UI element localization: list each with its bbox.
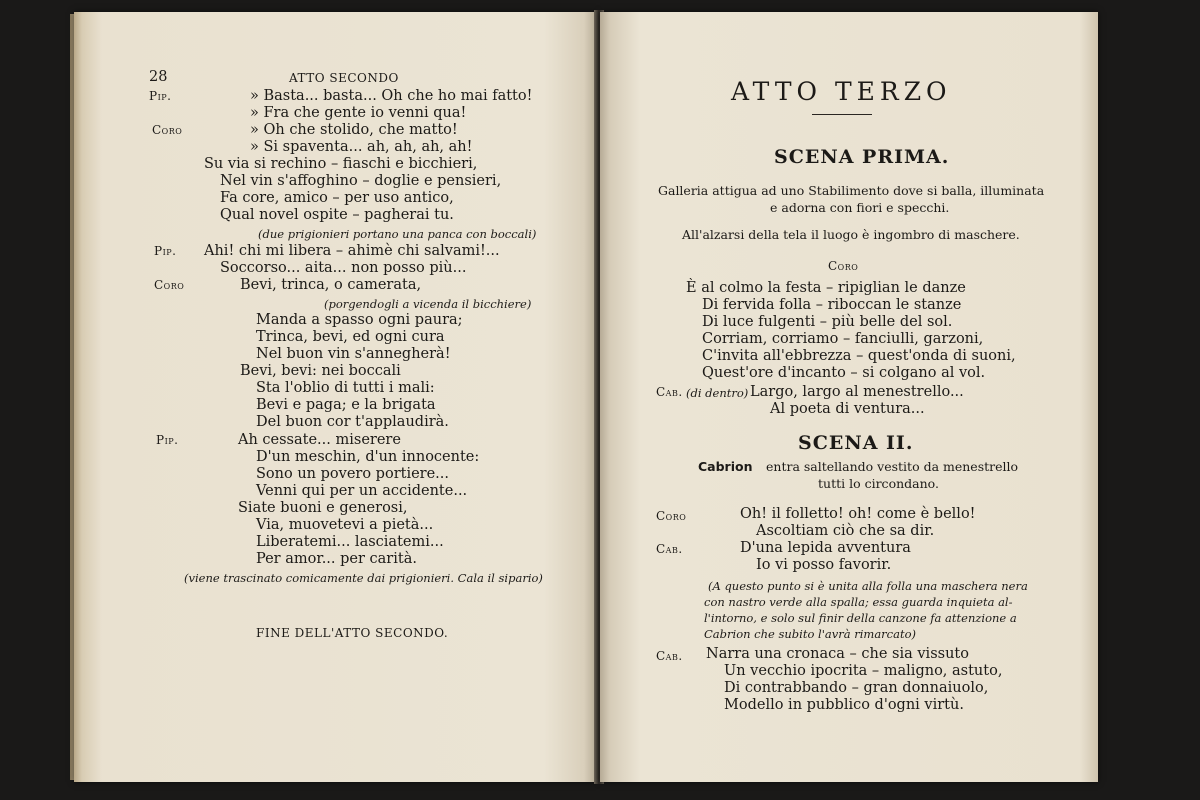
verse-line: C'invita all'ebbrezza – quest'onda di suoni, — [702, 348, 1016, 364]
verse-line: Trinca, bevi, ed ogni cura — [256, 329, 445, 345]
verse-line: Di luce fulgenti – più belle del sol. — [702, 314, 953, 330]
verse-line: » Si spaventa... ah, ah, ah, ah! — [250, 139, 473, 155]
scene-description: All'alzarsi della tela il luogo è ingombro di maschere. — [682, 227, 1020, 242]
verse-line: Qual novel ospite – pagherai tu. — [220, 207, 454, 223]
scene-description: e adorna con fiori e specchi. — [770, 200, 950, 215]
verse-line: Manda a spasso ogni paura; — [256, 312, 463, 328]
verse-line: Ascoltiam ciò che sa dir. — [756, 523, 935, 539]
verse-line: Al poeta di ventura... — [770, 401, 925, 417]
right-page — [600, 12, 1098, 782]
stage-direction: l'intorno, e solo sul finir della canzone fa attenzione a — [704, 611, 1017, 625]
verse-line: Bevi e paga; e la brigata — [256, 397, 436, 413]
act-title: ATTO TERZO — [731, 77, 952, 106]
scene-description: entra saltellando vestito da menestrello — [766, 459, 1019, 474]
verse-line: Soccorso... aita... non posso più... — [220, 260, 467, 276]
verse-line: Corriam, corriamo – fanciulli, garzoni, — [702, 331, 984, 347]
verse-line: Oh! il folletto! oh! come è bello! — [740, 506, 976, 522]
verse-line: Io vi posso favorir. — [756, 557, 892, 573]
speaker-label: Coro — [656, 509, 687, 523]
speaker-label: Pip. — [156, 433, 179, 447]
verse-line: Narra una cronaca – che sia vissuto — [706, 646, 969, 662]
speaker-label: Cab. — [656, 385, 683, 399]
verse-line: È al colmo la festa – ripiglian le danze — [686, 280, 966, 296]
speaker-label: Pip. — [149, 89, 172, 103]
verse-line: Su via si rechino – fiaschi e bicchieri, — [204, 156, 478, 172]
speaker-label: Coro — [154, 278, 185, 292]
verse-line: Nel vin s'affoghino – doglie e pensieri, — [220, 173, 502, 189]
verse-line: Di contrabbando – gran donnaiuolo, — [724, 680, 989, 696]
verse-line: Bevi, bevi: nei boccali — [240, 363, 401, 379]
verse-line: Modello in pubblico d'ogni virtù. — [724, 697, 964, 713]
speaker-label: Pip. — [154, 244, 177, 258]
scene-description: tutti lo circondano. — [818, 476, 939, 491]
speaker-label: Cab. — [656, 542, 683, 556]
verse-line: Liberatemi... lasciatemi... — [256, 534, 444, 550]
verse-line: Del buon cor t'applaudirà. — [256, 414, 449, 430]
scene-title: SCENA II. — [798, 432, 914, 454]
verse-line: Via, muovetevi a pietà... — [256, 517, 434, 533]
verse-line: Ah cessate... miserere — [238, 432, 401, 448]
verse-line: D'una lepida avventura — [740, 540, 911, 556]
verse-line: Nel buon vin s'annegherà! — [256, 346, 451, 362]
verse-line: » Basta... basta... Oh che ho mai fatto! — [250, 88, 533, 104]
speaker-label: Coro — [152, 123, 183, 137]
verse-line: D'un meschin, d'un innocente: — [256, 449, 480, 465]
verse-line: Ahi! chi mi libera – ahimè chi salvami!... — [204, 243, 500, 259]
page-number: 28 — [149, 69, 168, 85]
verse-line: Sta l'oblio di tutti i mali: — [256, 380, 435, 396]
verse-line: Bevi, trinca, o camerata, — [240, 277, 422, 293]
act-end-label: FINE DELL'ATTO SECONDO. — [256, 626, 449, 640]
stage-direction: (A questo punto si è unita alla folla una maschera nera — [708, 579, 1028, 593]
stage-direction: (due prigionieri portano una panca con boccali) — [258, 227, 537, 241]
verse-line: » Fra che gente io venni qua! — [250, 105, 467, 121]
running-head: ATTO SECONDO — [289, 71, 399, 85]
scene-title: SCENA PRIMA. — [774, 146, 950, 168]
left-page — [74, 12, 596, 782]
verse-line: Un vecchio ipocrita – maligno, astuto, — [724, 663, 1003, 679]
verse-line: Largo, largo al menestrello... — [750, 384, 964, 400]
stage-direction: (viene trascinato comicamente dai prigionieri. Cala il sipario) — [184, 571, 543, 585]
verse-line: Siate buoni e generosi, — [238, 500, 408, 516]
verse-line: » Oh che stolido, che matto! — [250, 122, 458, 138]
scene-description: Galleria attigua ad uno Stabilimento dove si balla, illuminata — [658, 183, 1045, 198]
speaker-label: Coro — [828, 259, 859, 273]
stage-direction: con nastro verde alla spalla; essa guarda inquieta al- — [704, 595, 1013, 609]
verse-line: Per amor... per carità. — [256, 551, 417, 567]
stage-direction: (porgendogli a vicenda il bicchiere) — [324, 297, 532, 311]
verse-line: Fa core, amico – per uso antico, — [220, 190, 454, 206]
verse-line: Sono un povero portiere... — [256, 466, 450, 482]
character-name: Cabrion — [698, 459, 753, 474]
verse-line: Venni qui per un accidente... — [256, 483, 468, 499]
title-rule — [812, 114, 872, 115]
verse-line: Di fervida folla – riboccan le stanze — [702, 297, 962, 313]
stage-direction: (di dentro) — [686, 386, 749, 400]
stage-direction: Cabrion che subito l'avrà rimarcato) — [704, 627, 916, 641]
speaker-label: Cab. — [656, 649, 683, 663]
verse-line: Quest'ore d'incanto – si colgano al vol. — [702, 365, 986, 381]
